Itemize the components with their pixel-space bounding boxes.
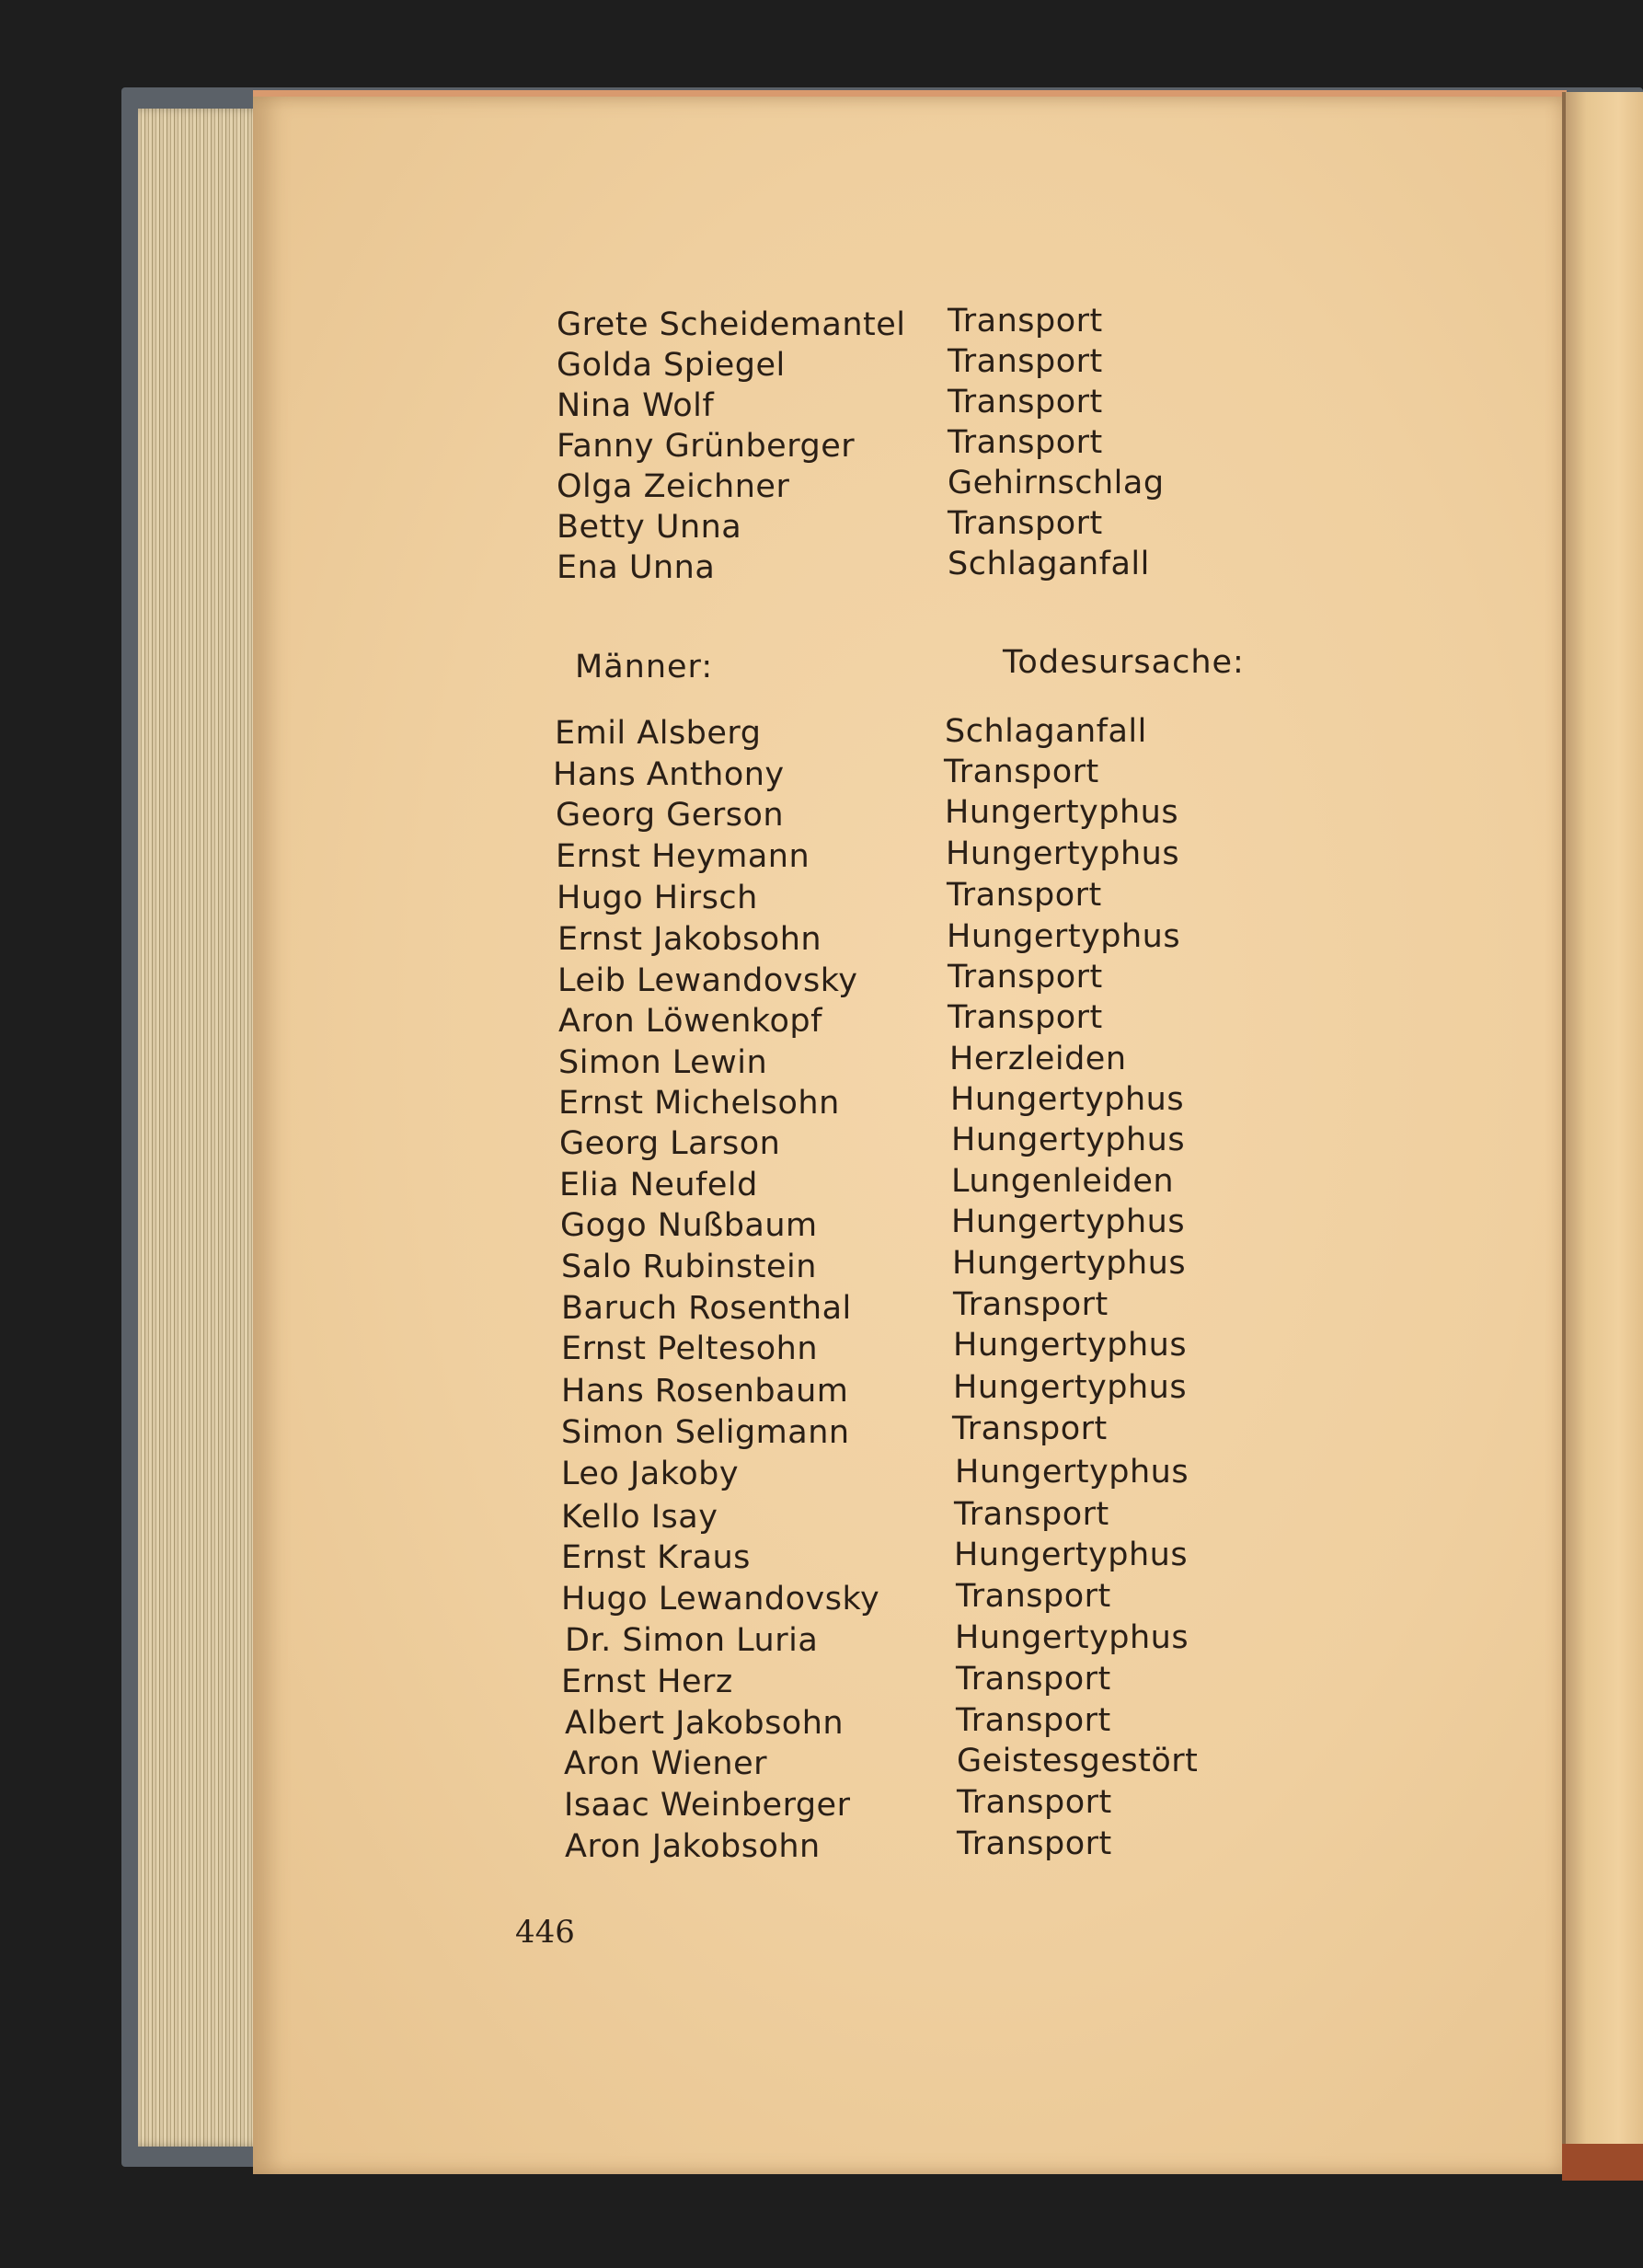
women-name: Betty Unna: [557, 509, 742, 546]
women-cause: Transport: [948, 303, 1103, 340]
men-cause: Transport: [948, 999, 1103, 1036]
gutter-bottom-edge: [1562, 2144, 1643, 2181]
book-gutter: [1562, 92, 1643, 2181]
men-cause: Transport: [947, 877, 1102, 914]
men-name: Hans Rosenbaum: [561, 1373, 849, 1410]
men-cause: Geistesgestört: [957, 1743, 1199, 1779]
men-heading: Männer:: [575, 649, 714, 685]
women-name: Olga Zeichner: [557, 468, 790, 505]
men-cause: Transport: [952, 1410, 1108, 1447]
men-name: Salo Rubinstein: [561, 1249, 817, 1285]
men-cause: Hungertyphus: [951, 1122, 1186, 1158]
men-name: Kello Isay: [561, 1499, 718, 1536]
men-name: Simon Lewin: [558, 1044, 768, 1081]
men-name: Ernst Michelsohn: [558, 1085, 840, 1122]
men-name: Dr. Simon Luria: [565, 1622, 819, 1659]
men-name: Hugo Lewandovsky: [561, 1581, 880, 1618]
men-name: Ernst Kraus: [561, 1539, 751, 1576]
women-cause: Transport: [948, 424, 1103, 461]
men-cause: Hungertyphus: [953, 1327, 1188, 1364]
men-cause: Hungertyphus: [955, 1454, 1189, 1491]
men-name: Ernst Herz: [561, 1664, 733, 1700]
men-cause: Transport: [953, 1286, 1109, 1323]
men-name: Simon Seligmann: [561, 1414, 850, 1451]
men-name: Isaac Weinberger: [564, 1787, 851, 1824]
men-name: Gogo Nußbaum: [560, 1207, 818, 1244]
men-name: Aron Löwenkopf: [558, 1003, 822, 1040]
men-name: Ernst Peltesohn: [561, 1330, 819, 1367]
men-cause: Transport: [956, 1702, 1111, 1739]
men-name: Hans Anthony: [553, 756, 785, 793]
women-name: Fanny Grünberger: [557, 428, 856, 465]
men-cause: Transport: [954, 1496, 1109, 1533]
cause-heading: Todesursache:: [1003, 644, 1245, 681]
men-name: Georg Larson: [559, 1125, 781, 1162]
men-cause: Transport: [948, 959, 1103, 996]
men-cause: Transport: [957, 1784, 1112, 1821]
men-name: Aron Wiener: [564, 1745, 767, 1782]
women-cause: Transport: [948, 384, 1103, 420]
men-cause: Herzleiden: [949, 1041, 1127, 1077]
women-name: Nina Wolf: [557, 387, 715, 424]
men-name: Leo Jakoby: [561, 1456, 740, 1492]
men-name: Hugo Hirsch: [557, 880, 758, 916]
page-number: 446: [515, 1914, 575, 1951]
men-name: Elia Neufeld: [559, 1167, 758, 1203]
men-name: Albert Jakobsohn: [565, 1705, 844, 1742]
men-cause: Hungertyphus: [947, 918, 1181, 955]
men-name: Baruch Rosenthal: [561, 1290, 852, 1327]
men-cause: Hungertyphus: [950, 1081, 1185, 1118]
men-name: Georg Gerson: [556, 797, 785, 834]
men-cause: Hungertyphus: [951, 1203, 1186, 1240]
women-cause: Gehirnschlag: [948, 465, 1165, 501]
women-cause: Transport: [948, 343, 1103, 380]
men-name: Aron Jakobsohn: [565, 1828, 821, 1865]
women-name: Ena Unna: [557, 549, 716, 586]
men-cause: Hungertyphus: [955, 1619, 1189, 1656]
men-name: Ernst Heymann: [556, 838, 810, 875]
men-cause: Hungertyphus: [954, 1537, 1189, 1573]
men-cause: Hungertyphus: [946, 835, 1180, 872]
men-cause: Lungenleiden: [951, 1163, 1175, 1200]
men-name: Leib Lewandovsky: [557, 962, 858, 999]
book-page: [253, 97, 1567, 2174]
women-name: Grete Scheidemantel: [557, 306, 906, 343]
women-cause: Schlaganfall: [948, 546, 1150, 582]
men-cause: Hungertyphus: [952, 1245, 1187, 1282]
men-cause: Schlaganfall: [945, 713, 1147, 750]
men-cause: Transport: [956, 1661, 1111, 1698]
men-cause: Hungertyphus: [953, 1369, 1188, 1406]
women-cause: Transport: [948, 505, 1103, 542]
men-cause: Transport: [957, 1825, 1112, 1862]
women-name: Golda Spiegel: [557, 347, 786, 384]
men-name: Ernst Jakobsohn: [557, 921, 822, 958]
gutter-line: [1562, 92, 1566, 2181]
men-name: Emil Alsberg: [555, 715, 762, 752]
men-cause: Transport: [944, 754, 1099, 790]
men-cause: Hungertyphus: [945, 794, 1179, 831]
men-cause: Transport: [956, 1578, 1111, 1615]
